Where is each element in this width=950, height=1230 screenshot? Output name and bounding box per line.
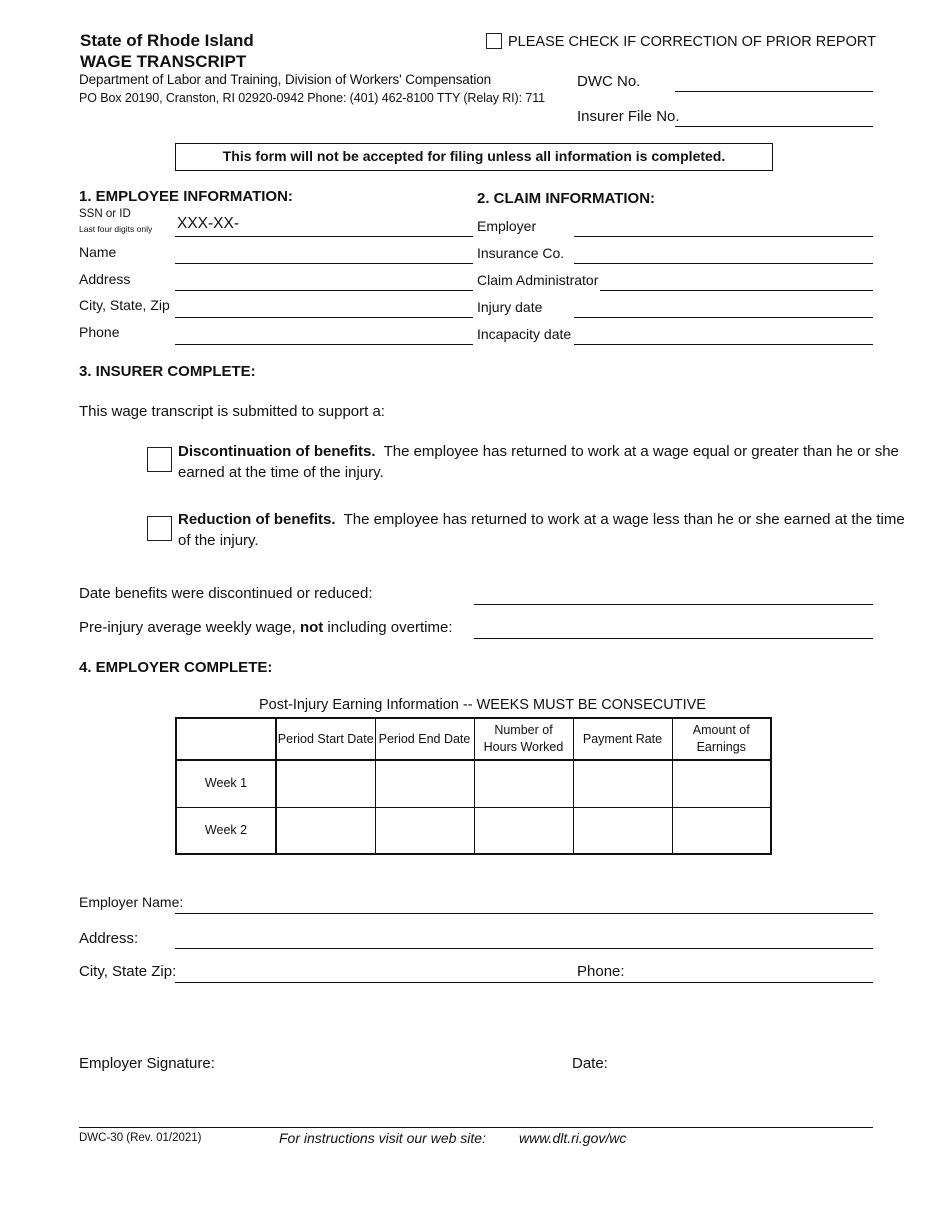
table-corner-cell xyxy=(176,718,276,760)
claim-admin-label: Claim Administrator xyxy=(477,272,599,288)
dwc-no-field[interactable] xyxy=(675,91,873,92)
contact-line: PO Box 20190, Cranston, RI 02920-0942 Phone: (401) 462-8100 TTY (Relay RI): 711 xyxy=(79,91,545,105)
footer-rule xyxy=(79,1127,873,1128)
signature-date-label: Date: xyxy=(572,1055,608,1072)
employer-city-field[interactable] xyxy=(175,982,873,983)
department-line: Department of Labor and Training, Division of Workers' Compensation xyxy=(79,72,492,87)
employer-address-field[interactable] xyxy=(175,948,873,949)
employer-signature-label: Employer Signature: xyxy=(79,1055,215,1072)
reduction-text-1: The employee has returned to work at a wage less than he or she earned at the time xyxy=(335,511,905,528)
weekly-wage-label xyxy=(79,619,453,636)
col-period-start: Period Start Date xyxy=(276,718,375,760)
col-earnings-line-2: Earnings xyxy=(696,740,746,754)
notice-box xyxy=(175,143,773,171)
insurance-co-field[interactable] xyxy=(574,263,873,264)
claim-admin-field[interactable] xyxy=(600,290,873,291)
week-1-hours-cell[interactable] xyxy=(474,760,573,807)
discontinuation-checkbox[interactable] xyxy=(147,447,172,472)
col-period-end: Period End Date xyxy=(375,718,474,760)
employer-address-label: Address: xyxy=(79,930,139,947)
claim-employer-field[interactable] xyxy=(574,236,873,237)
col-amount-earnings xyxy=(672,718,771,760)
reduction-text-2: of the injury. xyxy=(178,532,259,549)
col-hours-worked xyxy=(474,718,573,760)
table-row xyxy=(176,807,771,854)
incapacity-date-label: Incapacity date xyxy=(477,326,572,342)
weekly-wage-field[interactable] xyxy=(474,638,873,639)
week-1-rate-cell[interactable] xyxy=(573,760,672,807)
week-1-start-cell[interactable] xyxy=(276,760,375,807)
form-title: WAGE TRANSCRIPT xyxy=(80,52,247,71)
injury-date-label: Injury date xyxy=(477,299,543,315)
earnings-table xyxy=(175,717,772,855)
col-earnings-line-1: Amount of xyxy=(692,723,750,737)
incapacity-date-field[interactable] xyxy=(574,344,873,345)
col-payment-rate: Payment Rate xyxy=(573,718,672,760)
claim-heading: 2. CLAIM INFORMATION: xyxy=(477,190,656,207)
table-header-row xyxy=(176,718,771,760)
week-2-rate-cell[interactable] xyxy=(573,807,672,854)
state-name: State of Rhode Island xyxy=(80,31,254,50)
notice-text: This form will not be accepted for filing unless all information is completed. xyxy=(222,148,726,164)
employee-phone-label: Phone xyxy=(79,324,120,340)
ssn-prefix: XXX-XX- xyxy=(177,215,240,232)
employee-address-label: Address xyxy=(79,271,131,287)
week-1-end-cell[interactable] xyxy=(375,760,474,807)
discontinuation-text-2: earned at the time of the injury. xyxy=(178,464,384,481)
employee-name-label: Name xyxy=(79,244,117,260)
weekly-wage-label-not: not xyxy=(299,619,324,636)
employer-city-label: City, State Zip: xyxy=(79,963,177,980)
week-2-hours-cell[interactable] xyxy=(474,807,573,854)
claim-employer-label: Employer xyxy=(477,218,537,234)
week-2-end-cell[interactable] xyxy=(375,807,474,854)
ssn-label: SSN or ID xyxy=(79,208,131,220)
employee-city-label: City, State, Zip xyxy=(79,297,170,313)
benefit-date-field[interactable] xyxy=(474,604,873,605)
dwc-no-label: DWC No. xyxy=(577,73,641,90)
employee-phone-field[interactable] xyxy=(175,344,473,345)
injury-date-field[interactable] xyxy=(574,317,873,318)
col-hours-line-2: Hours Worked xyxy=(483,740,564,754)
insurer-file-field[interactable] xyxy=(675,126,873,127)
correction-checkbox[interactable] xyxy=(486,33,502,49)
form-id: DWC-30 (Rev. 01/2021) xyxy=(79,1132,202,1144)
reduction-title: Reduction of benefits. xyxy=(178,511,336,528)
table-row xyxy=(176,760,771,807)
employee-address-field[interactable] xyxy=(175,290,473,291)
employer-name-field[interactable] xyxy=(175,913,873,914)
discontinuation-title: Discontinuation of benefits. xyxy=(178,443,376,460)
weekly-wage-label-pre: Pre-injury average weekly wage, xyxy=(79,619,300,636)
instructions-text: For instructions visit our web site: xyxy=(279,1130,486,1146)
insurance-co-label: Insurance Co. xyxy=(477,245,565,261)
insurer-intro: This wage transcript is submitted to support a: xyxy=(79,403,385,420)
reduction-line-1 xyxy=(178,511,905,528)
week-1-label: Week 1 xyxy=(176,760,276,807)
week-2-label: Week 2 xyxy=(176,807,276,854)
correction-label: PLEASE CHECK IF CORRECTION OF PRIOR REPORT xyxy=(508,34,876,50)
employer-name-label: Employer Name: xyxy=(79,894,184,910)
table-title: Post-Injury Earning Information -- WEEKS MUST BE CONSECUTIVE xyxy=(259,697,706,713)
employee-city-field[interactable] xyxy=(175,317,473,318)
employer-phone-label: Phone: xyxy=(577,963,625,980)
week-2-earnings-cell[interactable] xyxy=(672,807,771,854)
reduction-checkbox[interactable] xyxy=(147,516,172,541)
discontinuation-line-1 xyxy=(178,443,899,460)
ssn-sublabel: Last four digits only xyxy=(79,224,153,234)
col-hours-line-1: Number of xyxy=(494,723,553,737)
benefit-date-label: Date benefits were discontinued or reduced: xyxy=(79,585,373,602)
insurer-heading: 3. INSURER COMPLETE: xyxy=(79,363,256,380)
employee-name-field[interactable] xyxy=(175,263,473,264)
week-2-start-cell[interactable] xyxy=(276,807,375,854)
insurer-file-label: Insurer File No. xyxy=(577,108,680,125)
website-link[interactable]: www.dlt.ri.gov/wc xyxy=(519,1130,627,1146)
week-1-earnings-cell[interactable] xyxy=(672,760,771,807)
ssn-field[interactable] xyxy=(175,236,473,237)
discontinuation-text-1: The employee has returned to work at a wage equal or greater than he or she xyxy=(375,443,899,460)
employee-heading: 1. EMPLOYEE INFORMATION: xyxy=(79,188,293,205)
weekly-wage-label-post: including overtime: xyxy=(323,619,453,636)
employer-heading: 4. EMPLOYER COMPLETE: xyxy=(79,659,273,676)
